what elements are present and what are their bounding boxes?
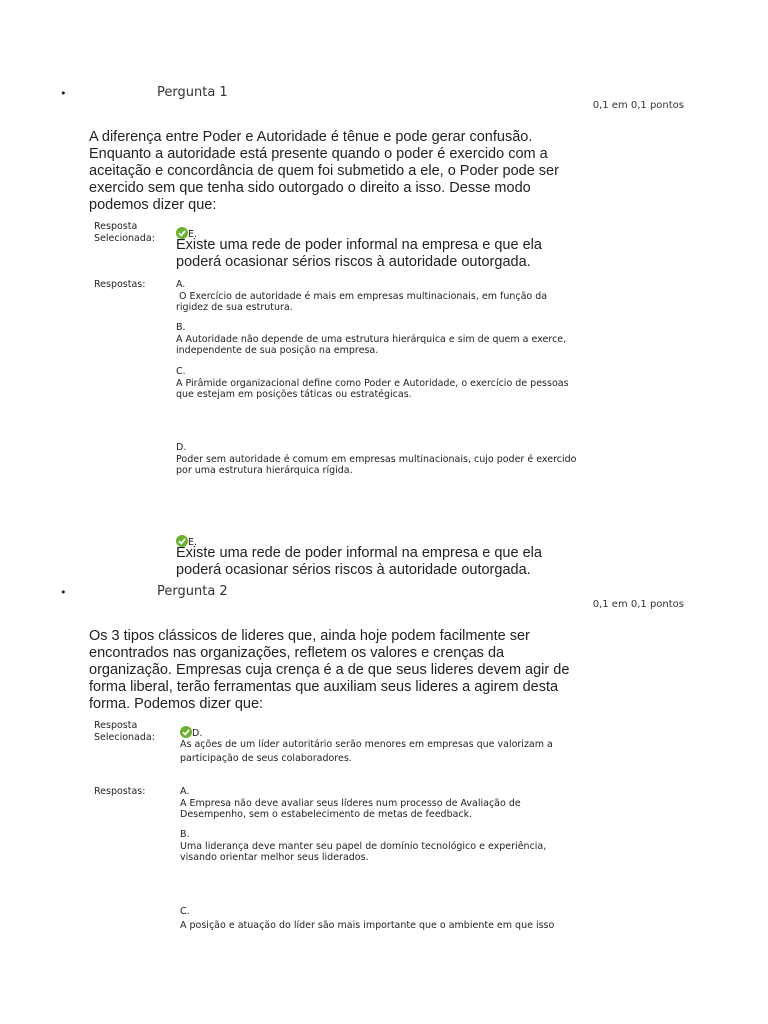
q1-selected-label-line: Selecionada: bbox=[94, 233, 155, 244]
q2-answer-a bbox=[180, 786, 630, 821]
q1-selected-text-line: Existe uma rede de poder informal na empresa e que ela bbox=[176, 237, 542, 253]
answer-text-line: O Exercício de autoridade é mais em empresas multinacionais, em função da bbox=[176, 290, 548, 302]
answer-text-line: rigidez de sua estrutura. bbox=[176, 302, 293, 313]
q2-selected-text bbox=[180, 738, 630, 766]
q2-text-line: Os 3 tipos clássicos de lideres que, ainda hoje podem facilmente ser bbox=[89, 628, 530, 644]
answer-letter: B. bbox=[180, 829, 190, 840]
q2-text-line: forma. Podemos dizer que: bbox=[89, 696, 264, 712]
answer-text-line: A posição e atuação do líder são mais importante que o ambiente em que isso bbox=[180, 920, 555, 931]
answer-letter: D. bbox=[176, 442, 187, 453]
q1-text-line: Enquanto a autoridade está presente quando o poder é exercido com a bbox=[89, 146, 548, 162]
q1-text-line: podemos dizer que: bbox=[89, 197, 217, 213]
q2-selected-label-line: Selecionada: bbox=[94, 732, 155, 743]
q1-answer-b bbox=[176, 322, 626, 357]
q2-title: Pergunta 2 bbox=[157, 584, 228, 599]
answer-text-line: Poder sem autoridade é comum em empresas multinacionais, cujo poder é exercido bbox=[176, 453, 577, 465]
q1-answer-d bbox=[176, 442, 626, 477]
q2-bullet: • bbox=[60, 586, 67, 599]
answer-letter: A. bbox=[180, 786, 190, 797]
q1-answer-c bbox=[176, 366, 626, 401]
q2-selected-letter: D. bbox=[192, 728, 203, 739]
q1-bullet: • bbox=[60, 87, 67, 100]
q2-text-line: encontrados nas organizações, refletem os valores e crenças da bbox=[89, 645, 505, 661]
answer-letter: C. bbox=[176, 366, 186, 377]
answer-text-line: que estejam em posições táticas ou estratégicas. bbox=[176, 389, 412, 400]
answer-text-line: A Empresa não deve avaliar seus líderes num processo de Avaliação de bbox=[180, 797, 521, 809]
q1-question-text bbox=[89, 129, 609, 214]
answer-text-line: A Pirâmide organizacional define como Poder e Autoridade, o exercício de pessoas bbox=[176, 377, 569, 389]
q1-title: Pergunta 1 bbox=[157, 85, 228, 100]
q1-correct-letter: E. bbox=[188, 537, 198, 548]
q2-points: 0,1 em 0,1 pontos bbox=[592, 599, 684, 610]
q1-text-line: exercido sem que tenha sido outorgado o direito a isso. Desse modo bbox=[89, 180, 531, 196]
q2-selected-text-line: participação de seus colaboradores. bbox=[180, 753, 352, 764]
answer-letter: B. bbox=[176, 322, 186, 333]
q1-text-line: A diferença entre Poder e Autoridade é tênue e pode gerar confusão. bbox=[89, 129, 533, 145]
q1-selected-label-line: Resposta bbox=[94, 221, 138, 232]
correct-check-icon bbox=[180, 726, 192, 738]
q1-selected-label bbox=[94, 221, 155, 245]
q1-text-line: aceitação e concordância de quem foi submetido a ele, o Poder pode ser bbox=[89, 163, 559, 179]
q2-text-line: forma liberal, terão ferramentas que auxiliam seus lideres a agirem desta bbox=[89, 679, 559, 695]
q2-selected-label bbox=[94, 720, 155, 744]
q1-selected-text bbox=[176, 237, 542, 271]
q1-correct-text-line: poderá ocasionar sérios riscos à autoridade outorgada. bbox=[176, 562, 531, 578]
q1-selected-text-line: poderá ocasionar sérios riscos à autoridade outorgada. bbox=[176, 254, 531, 270]
answer-text-line: Desempenho, sem o estabelecimento de metas de feedback. bbox=[180, 809, 473, 820]
answer-letter: A. bbox=[176, 279, 186, 290]
q2-question-text bbox=[89, 628, 609, 713]
answer-text-line: visando orientar melhor seus liderados. bbox=[180, 852, 369, 863]
q2-selected-text-line: As ações de um líder autoritário serão menores em empresas que valorizam a bbox=[180, 739, 553, 750]
answer-text-line: por uma estrutura hierárquica rígida. bbox=[176, 465, 353, 476]
q1-answer-a bbox=[176, 279, 626, 314]
answer-text-line: independente de sua posição na empresa. bbox=[176, 345, 379, 356]
q1-correct-text bbox=[176, 545, 542, 579]
answer-text-line: Uma liderança deve manter seu papel de domínio tecnológico e experiência, bbox=[180, 840, 547, 852]
q2-text-line: organização. Empresas cuja crença é a de que seus lideres devem agir de bbox=[89, 662, 570, 678]
q1-answers-label: Respostas: bbox=[94, 279, 146, 290]
q2-answer-b bbox=[180, 829, 630, 864]
q1-selected-letter: E. bbox=[188, 229, 198, 240]
q2-answers-label: Respostas: bbox=[94, 786, 146, 797]
q1-points: 0,1 em 0,1 pontos bbox=[592, 100, 684, 111]
q1-correct-text-line: Existe uma rede de poder informal na empresa e que ela bbox=[176, 545, 542, 561]
q2-answer-c bbox=[180, 905, 630, 933]
answer-letter: C. bbox=[180, 906, 190, 917]
q2-selected-label-line: Resposta bbox=[94, 720, 138, 731]
answer-text-line: A Autoridade não depende de uma estrutura hierárquica e sim de quem a exerce, bbox=[176, 333, 567, 345]
